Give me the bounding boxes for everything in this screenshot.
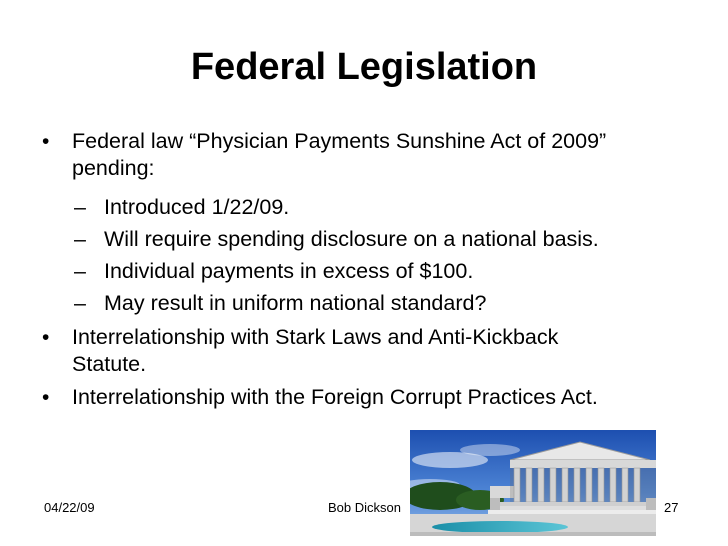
dash-icon: – xyxy=(74,259,86,283)
sub-bullet-item xyxy=(74,258,694,285)
footer-author: Bob Dickson xyxy=(328,500,401,515)
sub-bullet-item xyxy=(74,194,694,221)
supreme-court-photo xyxy=(410,430,656,536)
sub-bullet-text: Introduced 1/22/09. xyxy=(104,195,290,219)
sub-bullet-text: Will require spending disclosure on a national basis. xyxy=(104,227,599,251)
footer-page-number: 27 xyxy=(664,500,679,515)
bullet-item xyxy=(42,324,692,378)
dash-icon: – xyxy=(74,195,86,219)
bullet-icon: • xyxy=(42,130,50,153)
sub-bullet-text: Individual payments in excess of $100. xyxy=(104,259,474,283)
sub-bullet-item xyxy=(74,290,694,317)
slide-title: Federal Legislation xyxy=(190,46,538,88)
dash-icon: – xyxy=(74,227,86,251)
dash-icon: – xyxy=(74,291,86,315)
bullet-icon: • xyxy=(42,386,50,409)
sub-bullet-item xyxy=(74,226,694,253)
bullet-item xyxy=(42,384,692,411)
bullet-text: Interrelationship with Stark Laws and Anti-Kickback xyxy=(72,325,559,349)
bullet-text: Interrelationship with the Foreign Corrupt Practices Act. xyxy=(72,385,598,409)
bullet-item xyxy=(42,128,692,182)
bullet-text-continuation: pending: xyxy=(72,156,155,180)
bullet-text: Federal law “Physician Payments Sunshine Act of 2009” xyxy=(72,129,607,153)
footer-date: 04/22/09 xyxy=(44,500,95,515)
bullet-text-continuation: Statute. xyxy=(72,352,147,376)
sub-bullet-text: May result in uniform national standard? xyxy=(104,291,487,315)
bullet-icon: • xyxy=(42,326,50,349)
